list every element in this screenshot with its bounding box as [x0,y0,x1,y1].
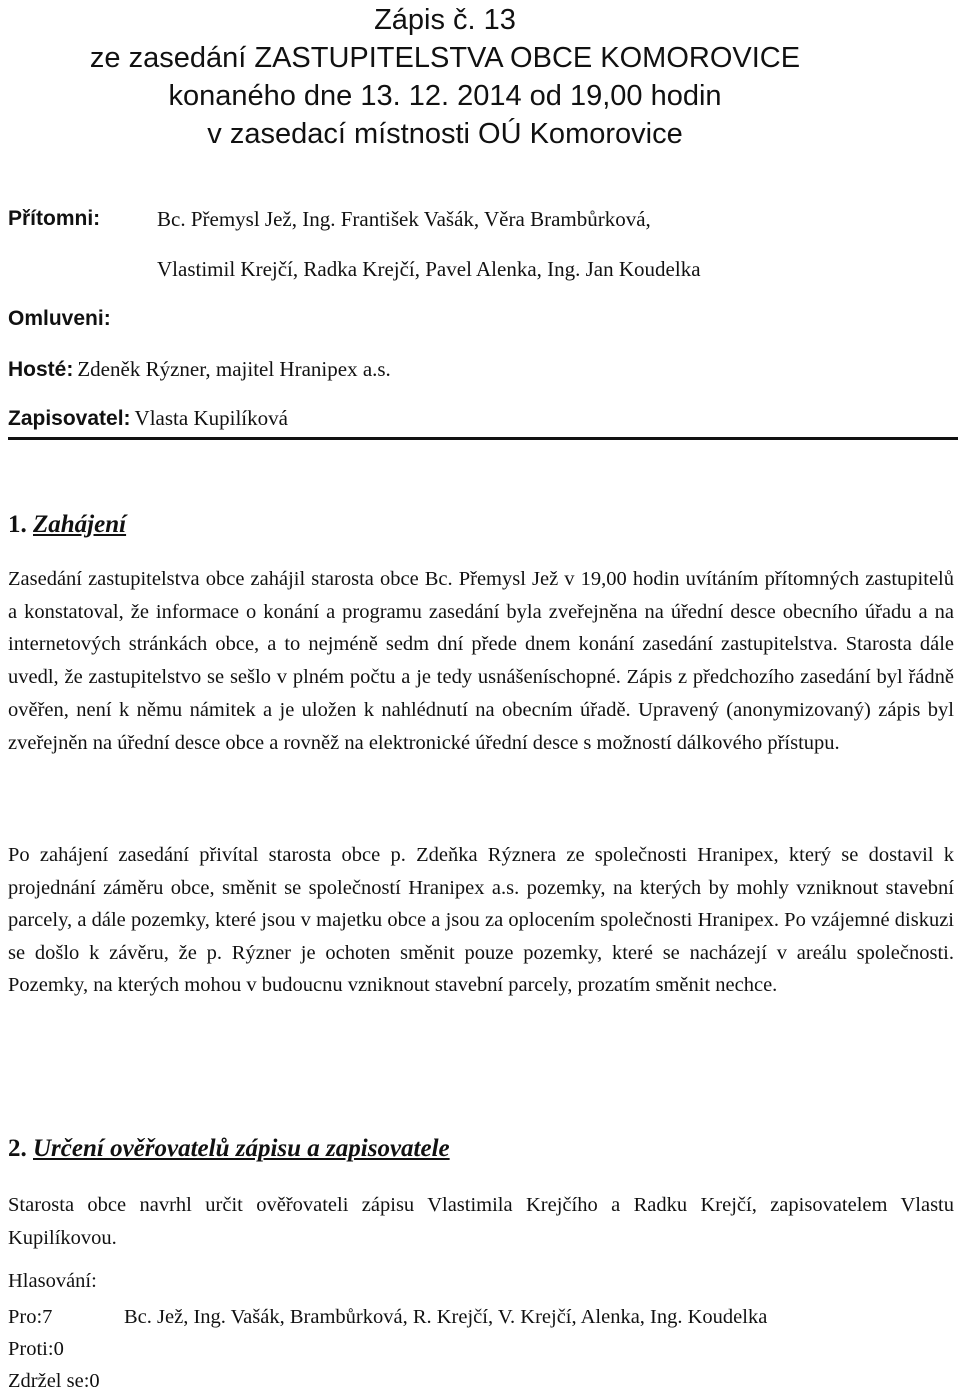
section-2-number: 2. [8,1135,27,1162]
section-1-title: Zahájení [33,511,127,538]
guests-row [8,357,391,382]
against-label: Proti:0 [8,1338,64,1360]
section-2-paragraph-1: Starosta obce navrhl určit ověřovateli zápisu Vlastimila Krejčího a Radku Krejčí, zapisovatelem Vlastu Kupilíkovou. [8,1194,954,1249]
title-line-3: konaného dne 13. 12. 2014 od 19,00 hodin [168,80,722,112]
voting-label: Hlasování: [8,1270,97,1292]
section-1-number: 1. [8,511,27,538]
present-line-2: Vlastimil Krejčí, Radka Krejčí, Pavel Alenka, Ing. Jan Koudelka [157,257,701,281]
section-2-heading [8,1135,450,1163]
excused-label: Omluveni: [8,307,111,330]
section-2-title: Určení ověřovatelů zápisu a zapisovatele [33,1135,450,1162]
pro-names: Bc. Jež, Ing. Vašák, Brambůrková, R. Krejčí, V. Krejčí, Alenka, Ing. Koudelka [124,1306,768,1328]
abstain-label: Zdržel se:0 [8,1370,100,1392]
recorder-row [8,406,288,431]
title-line-2: ze zasedání ZASTUPITELSTVA OBCE KOMOROVICE [89,42,801,74]
section-1-heading [8,511,126,539]
section-1-paragraph-2: Po zahájení zasedání přivítal starosta obce p. Zdeňka Rýznera ze společnosti Hranipex, který se dostavil k projednání záměru obce, směnit se společností Hranipex a.s. pozemky, na kterých by mohly vzniknout stavební parcely, a dále pozemky, které jsou v majetku obce a jsou za oplocením společnosti Hranipex. Po vzájemné diskuzi se došlo k závěru, že p. Rýzner je ochoten směnit pouze pozemky, které se nacházejí v areálu společnosti. Pozemky, na kterých mohou v budoucnu vzniknout stavební parcely, prozatím směnit nechce. [8,844,954,996]
guests-label: Hosté: [8,358,74,381]
title-line-1: Zápis č. 13 [374,4,516,36]
title-line-4: v zasedací místnosti OÚ Komorovice [207,118,683,150]
section-1-paragraph-1: Zasedání zastupitelstva obce zahájil starosta obce Bc. Přemysl Jež v 19,00 hodin uvítáním přítomných zastupitelů a konstatoval, že informace o konání a programu zasedání byla zveřejněna na úřední desce obecního úřadu a na internetových stránkách obce, a to nejméně sedm dní přede dnem konání zasedání zastupitelstva. Starosta dále uvedl, že zastupitelstvo se sešlo v plném počtu a je tedy usnášeníschopné. Zápis z předchozího zasedání byl řádně ověřen, není k němu námitek a je uložen k nahlédnutí na obecním úřadě. Upravený (anonymizovaný) zápis byl zveřejněn na úřední desce obce a rovněž na elektronické úřední desce s možností dálkového přístupu. [8,568,954,754]
separator-rule [8,437,958,440]
present-line-1: Bc. Přemysl Jež, Ing. František Vašák, Věra Brambůrková, [157,207,651,231]
guests-value: Zdeněk Rýzner, majitel Hranipex a.s. [77,357,391,381]
pro-label: Pro:7 [8,1306,53,1328]
recorder-label: Zapisovatel: [8,407,131,430]
present-label: Přítomni: [8,207,101,230]
recorder-value: Vlasta Kupilíková [134,406,288,430]
